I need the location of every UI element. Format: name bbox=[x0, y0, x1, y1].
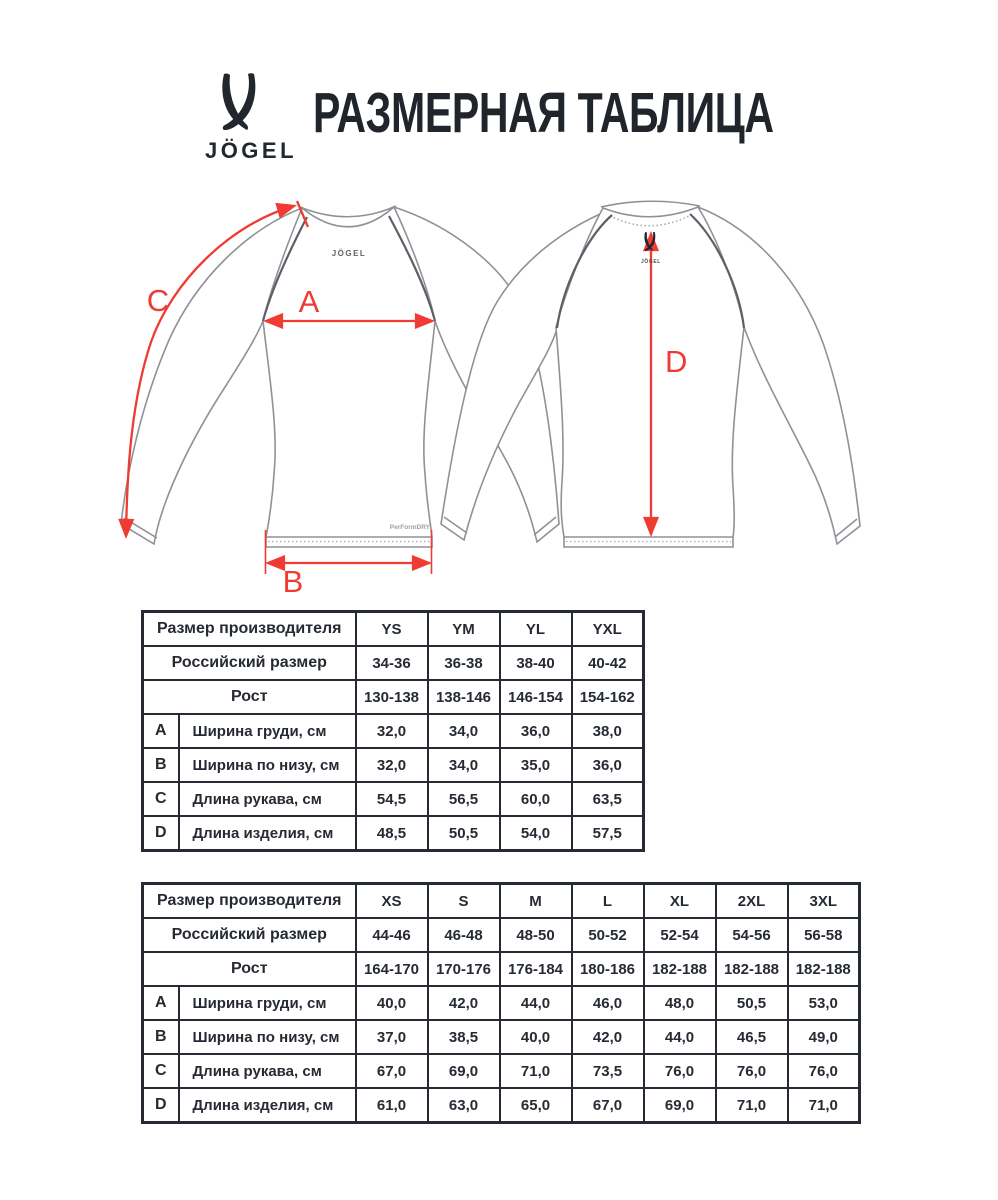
measure-value-cell: 73,5 bbox=[572, 1054, 644, 1088]
size-header-cell: 54-56 bbox=[716, 918, 788, 952]
measure-row bbox=[143, 816, 644, 851]
front-collar bbox=[300, 206, 396, 217]
front-chest-logo: JÖGEL bbox=[331, 249, 367, 258]
size-header-cell: 182-188 bbox=[788, 952, 860, 986]
size-header-cell: 34-36 bbox=[356, 646, 428, 680]
measure-value-cell: 40,0 bbox=[500, 1020, 572, 1054]
back-collar bbox=[601, 201, 700, 207]
measure-value-cell: 63,0 bbox=[428, 1088, 500, 1123]
measure-row bbox=[143, 1020, 860, 1054]
header-row bbox=[143, 884, 860, 919]
measure-value-cell: 48,0 bbox=[644, 986, 716, 1020]
size-header-cell: 146-154 bbox=[500, 680, 572, 714]
measure-value-cell: 53,0 bbox=[788, 986, 860, 1020]
brand-logo bbox=[196, 70, 306, 166]
label-a: A bbox=[298, 284, 320, 319]
measure-value-cell: 54,5 bbox=[356, 782, 428, 816]
page-title: РАЗМЕРНАЯ ТАБЛИЦА bbox=[313, 81, 774, 145]
measure-value-cell: 44,0 bbox=[644, 1020, 716, 1054]
measure-name-cell: Длина рукава, см bbox=[179, 1054, 356, 1088]
measure-row bbox=[143, 1054, 860, 1088]
size-header-cell: 52-54 bbox=[644, 918, 716, 952]
measure-letter-cell: D bbox=[143, 816, 179, 851]
size-header-cell: 2XL bbox=[716, 884, 788, 919]
measure-value-cell: 67,0 bbox=[572, 1088, 644, 1123]
label-d: D bbox=[665, 344, 688, 379]
brand-wordmark: JÖGEL bbox=[204, 138, 298, 163]
measure-value-cell: 61,0 bbox=[356, 1088, 428, 1123]
measure-value-cell: 34,0 bbox=[428, 748, 500, 782]
measure-value-cell: 56,5 bbox=[428, 782, 500, 816]
size-header-cell: 182-188 bbox=[716, 952, 788, 986]
size-header-cell: 3XL bbox=[788, 884, 860, 919]
size-header-cell: 170-176 bbox=[428, 952, 500, 986]
size-header-cell: 164-170 bbox=[356, 952, 428, 986]
measure-value-cell: 46,0 bbox=[572, 986, 644, 1020]
measure-value-cell: 32,0 bbox=[356, 714, 428, 748]
measure-name-cell: Ширина по низу, см bbox=[179, 1020, 356, 1054]
measure-value-cell: 36,0 bbox=[572, 748, 644, 782]
size-header-cell: YXL bbox=[572, 612, 644, 647]
measure-value-cell: 32,0 bbox=[356, 748, 428, 782]
measure-value-cell: 50,5 bbox=[716, 986, 788, 1020]
measure-name-cell: Длина рукава, см bbox=[179, 782, 356, 816]
measure-row bbox=[143, 748, 644, 782]
size-header-cell: 138-146 bbox=[428, 680, 500, 714]
measure-value-cell: 37,0 bbox=[356, 1020, 428, 1054]
size-header-cell: 50-52 bbox=[572, 918, 644, 952]
size-header-cell: 36-38 bbox=[428, 646, 500, 680]
header-row-label: Размер производителя bbox=[143, 884, 356, 919]
measure-value-cell: 49,0 bbox=[788, 1020, 860, 1054]
size-header-cell: YM bbox=[428, 612, 500, 647]
measure-row bbox=[143, 986, 860, 1020]
header-row-label: Рост bbox=[143, 952, 356, 986]
size-header-cell: 130-138 bbox=[356, 680, 428, 714]
label-c: C bbox=[146, 283, 170, 318]
measure-letter-cell: A bbox=[143, 986, 179, 1020]
size-header-cell: 48-50 bbox=[500, 918, 572, 952]
measure-value-cell: 50,5 bbox=[428, 816, 500, 851]
size-header-cell: 40-42 bbox=[572, 646, 644, 680]
measure-value-cell: 76,0 bbox=[788, 1054, 860, 1088]
measure-value-cell: 65,0 bbox=[500, 1088, 572, 1123]
measure-name-cell: Длина изделия, см bbox=[179, 1088, 356, 1123]
measure-letter-cell: C bbox=[143, 782, 179, 816]
size-header-cell: 38-40 bbox=[500, 646, 572, 680]
measure-letter-cell: D bbox=[143, 1088, 179, 1123]
measure-letter-cell: B bbox=[143, 748, 179, 782]
header-row-label: Рост bbox=[143, 680, 356, 714]
size-header-cell: 182-188 bbox=[644, 952, 716, 986]
size-header-cell: 44-46 bbox=[356, 918, 428, 952]
measure-value-cell: 35,0 bbox=[500, 748, 572, 782]
measure-row bbox=[143, 714, 644, 748]
size-header-cell: L bbox=[572, 884, 644, 919]
measure-name-cell: Ширина по низу, см bbox=[179, 748, 356, 782]
measure-row bbox=[143, 782, 644, 816]
measure-name-cell: Длина изделия, см bbox=[179, 816, 356, 851]
measure-value-cell: 63,5 bbox=[572, 782, 644, 816]
size-header-cell: YL bbox=[500, 612, 572, 647]
header-row bbox=[143, 680, 644, 714]
measure-value-cell: 42,0 bbox=[428, 986, 500, 1020]
measure-letter-cell: B bbox=[143, 1020, 179, 1054]
size-header-cell: XL bbox=[644, 884, 716, 919]
measure-letter-cell: C bbox=[143, 1054, 179, 1088]
measure-value-cell: 76,0 bbox=[644, 1054, 716, 1088]
measure-value-cell: 71,0 bbox=[500, 1054, 572, 1088]
measure-value-cell: 54,0 bbox=[500, 816, 572, 851]
label-b: B bbox=[282, 564, 304, 599]
garment-measurement-diagram bbox=[0, 190, 998, 608]
measure-value-cell: 67,0 bbox=[356, 1054, 428, 1088]
measure-value-cell: 76,0 bbox=[716, 1054, 788, 1088]
measure-value-cell: 71,0 bbox=[716, 1088, 788, 1123]
measure-name-cell: Ширина груди, см bbox=[179, 986, 356, 1020]
size-header-cell: YS bbox=[356, 612, 428, 647]
measure-value-cell: 38,5 bbox=[428, 1020, 500, 1054]
measure-name-cell: Ширина груди, см bbox=[179, 714, 356, 748]
size-header-cell: 46-48 bbox=[428, 918, 500, 952]
measure-value-cell: 34,0 bbox=[428, 714, 500, 748]
header-row-label: Размер производителя bbox=[143, 612, 356, 647]
size-header-cell: 180-186 bbox=[572, 952, 644, 986]
fabric-tag-label: PerFormDRY bbox=[389, 524, 430, 531]
measure-value-cell: 69,0 bbox=[428, 1054, 500, 1088]
size-header-cell: 154-162 bbox=[572, 680, 644, 714]
size-header-cell: XS bbox=[356, 884, 428, 919]
measure-value-cell: 42,0 bbox=[572, 1020, 644, 1054]
header-row bbox=[143, 952, 860, 986]
measure-value-cell: 44,0 bbox=[500, 986, 572, 1020]
measure-value-cell: 40,0 bbox=[356, 986, 428, 1020]
header-row bbox=[143, 918, 860, 952]
measure-value-cell: 57,5 bbox=[572, 816, 644, 851]
jogel-v-emblem-icon bbox=[218, 72, 262, 134]
measure-value-cell: 36,0 bbox=[500, 714, 572, 748]
size-header-cell: M bbox=[500, 884, 572, 919]
measure-row bbox=[143, 1088, 860, 1123]
size-header-cell: 56-58 bbox=[788, 918, 860, 952]
measure-value-cell: 38,0 bbox=[572, 714, 644, 748]
size-table-youth bbox=[141, 610, 645, 852]
size-table-adult bbox=[141, 882, 861, 1124]
measure-value-cell: 46,5 bbox=[716, 1020, 788, 1054]
size-header-cell: S bbox=[428, 884, 500, 919]
back-neck-logo-text: JÖGEL bbox=[641, 259, 661, 265]
measure-value-cell: 60,0 bbox=[500, 782, 572, 816]
measure-value-cell: 48,5 bbox=[356, 816, 428, 851]
header-row-label: Российский размер bbox=[143, 646, 356, 680]
header-row-label: Российский размер bbox=[143, 918, 356, 952]
measure-letter-cell: A bbox=[143, 714, 179, 748]
measure-value-cell: 71,0 bbox=[788, 1088, 860, 1123]
front-shirt-drawing bbox=[121, 206, 435, 547]
size-header-cell: 176-184 bbox=[500, 952, 572, 986]
measure-value-cell: 69,0 bbox=[644, 1088, 716, 1123]
header-row bbox=[143, 646, 644, 680]
header-row bbox=[143, 612, 644, 647]
